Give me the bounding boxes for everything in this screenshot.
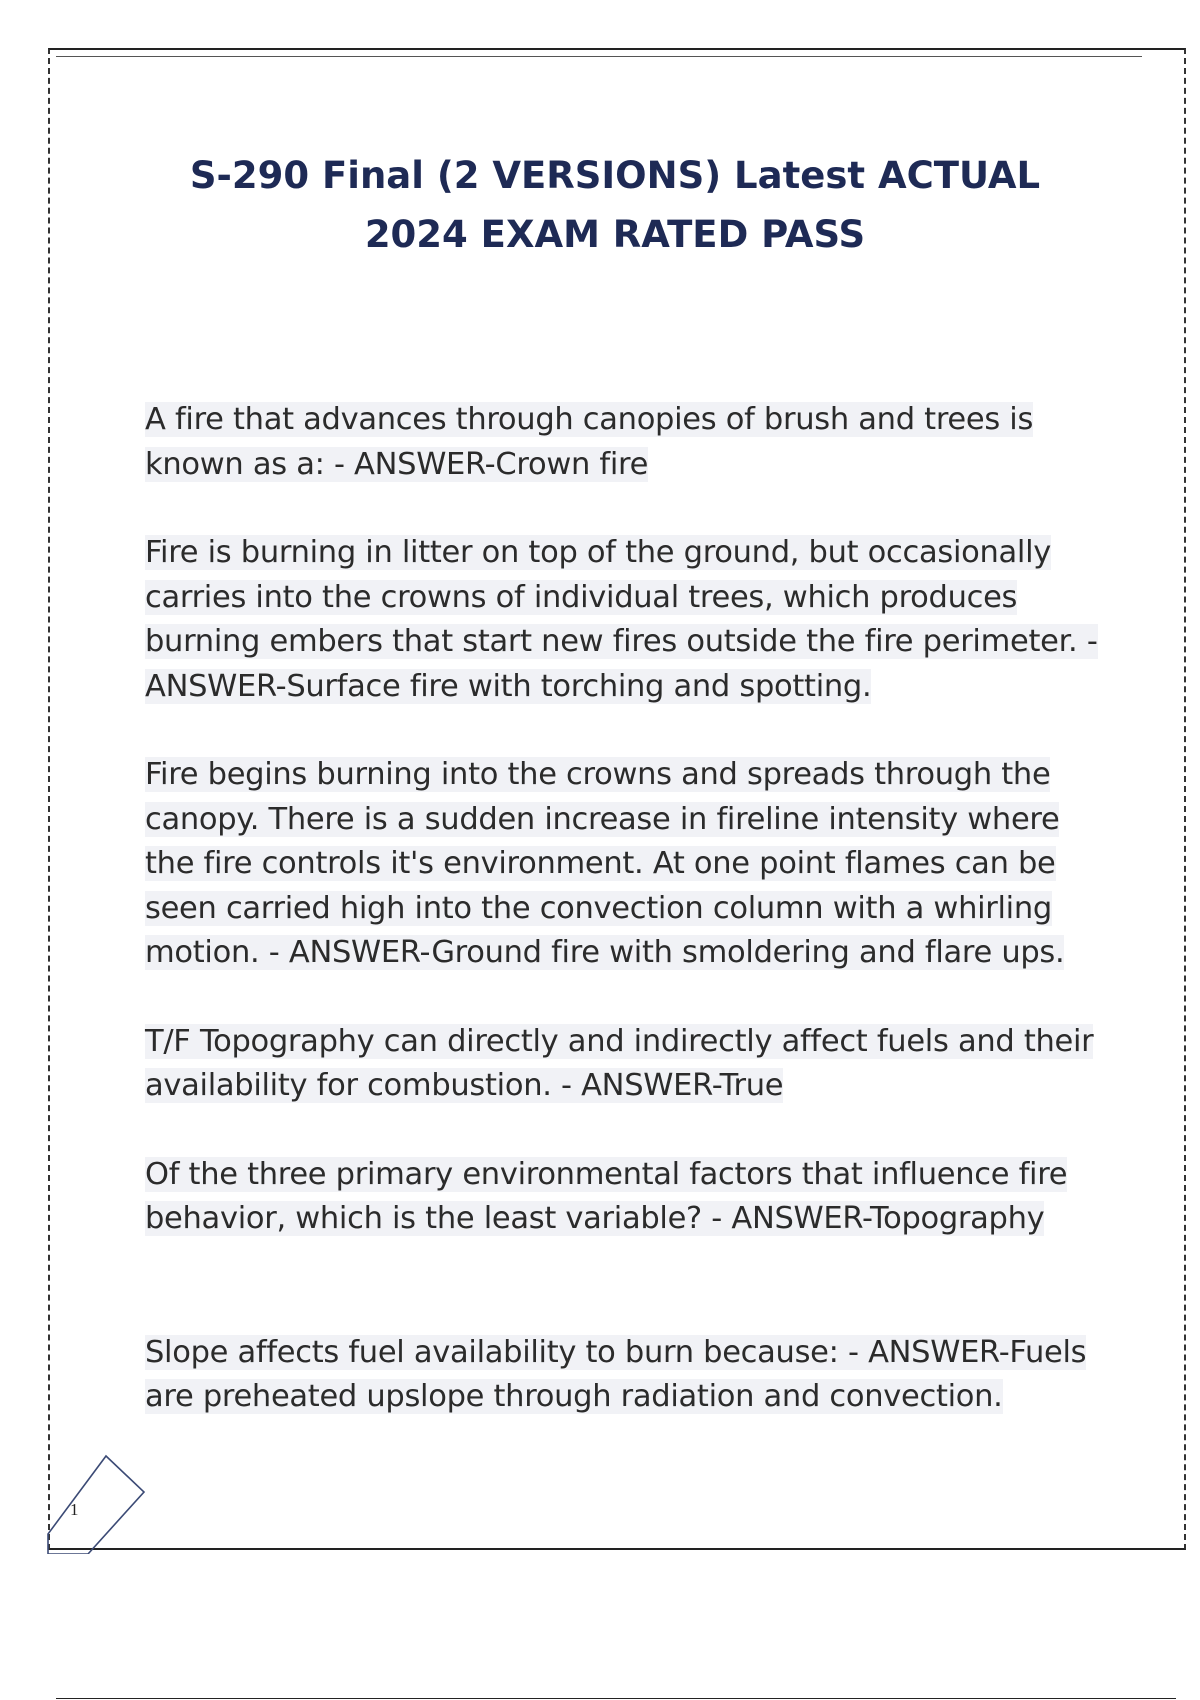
qa-line: Fire is burning in litter on top of the ground, but occasionally (145, 535, 1052, 570)
document-title-line-1: S-290 Final (2 VERSIONS) Latest ACTUAL (189, 154, 1041, 197)
qa-line: ANSWER-Surface fire with torching and spotting. (145, 668, 872, 704)
qa-line: Slope affects fuel availability to burn because: - ANSWER-Fuels (145, 1334, 1087, 1370)
qa-line: are preheated upslope through radiation and convection. (145, 1379, 1003, 1414)
page-number-badge (44, 1450, 148, 1554)
qa-line: known as a: - ANSWER-Crown fire (145, 446, 649, 482)
qa-line: motion. - ANSWER-Ground fire with smoldering and flare ups. (145, 935, 1065, 970)
qa-line: carries into the crowns of individual trees, which produces (145, 579, 1018, 615)
diamond-icon (44, 1450, 148, 1554)
qa-item (145, 1331, 1105, 1420)
qa-line: availability for combustion. - ANSWER-True (145, 1068, 784, 1103)
qa-item (145, 1153, 1105, 1242)
qa-line: seen carried high into the convection column with a whirling (145, 890, 1052, 926)
qa-list (145, 398, 1105, 1420)
document-title-line-2: 2024 EXAM RATED PASS (364, 213, 866, 256)
qa-line: burning embers that start new fires outside the fire perimeter. - (145, 624, 1098, 659)
document-title (120, 146, 1110, 264)
qa-item (145, 1020, 1105, 1109)
qa-line: Fire begins burning into the crowns and spreads through the (145, 757, 1051, 792)
qa-line: canopy. There is a sudden increase in fireline intensity where (145, 801, 1060, 837)
qa-line: the fire controls it's environment. At one point flames can be (145, 846, 1056, 881)
page-number: 1 (70, 1500, 79, 1519)
qa-item (145, 753, 1105, 976)
page-border-inner-rule (56, 56, 1142, 57)
qa-item (145, 531, 1105, 709)
qa-line: A fire that advances through canopies of brush and trees is (145, 402, 1034, 437)
footer-rule (56, 1698, 1176, 1699)
qa-item (145, 398, 1105, 487)
qa-line: T/F Topography can directly and indirectly affect fuels and their (145, 1023, 1094, 1059)
qa-line: Of the three primary environmental factors that influence fire (145, 1156, 1068, 1192)
qa-line: behavior, which is the least variable? - ANSWER-Topography (145, 1201, 1045, 1236)
